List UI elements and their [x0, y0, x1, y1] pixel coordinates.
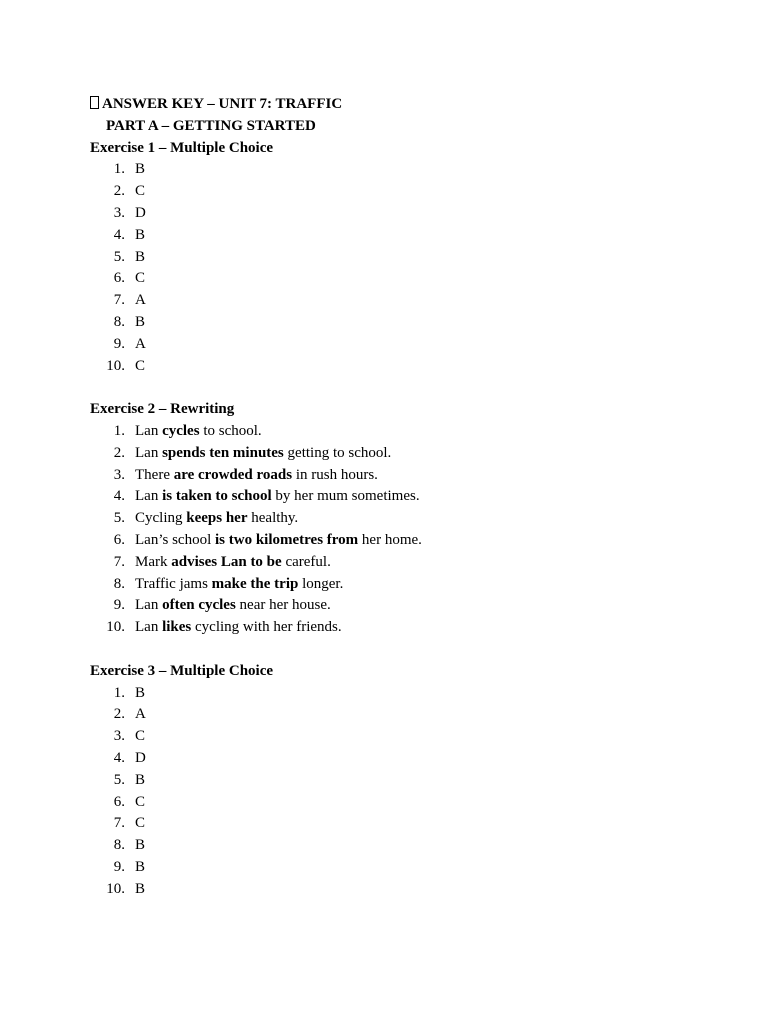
answer-key-phrase: make the trip	[211, 575, 299, 592]
item-number: 2.	[113, 706, 125, 723]
item-number: 5.	[113, 510, 125, 527]
answer-item	[90, 813, 710, 835]
answer-text: C	[135, 728, 146, 745]
answer-prefix: Lan’s school	[135, 531, 215, 548]
answer-prefix: Traffic jams	[135, 575, 212, 592]
item-number: 3.	[113, 728, 125, 745]
item-number: 5.	[113, 248, 125, 265]
item-number: 10.	[106, 880, 125, 897]
answer-item	[90, 356, 710, 378]
answer-text: C	[135, 815, 146, 832]
answer-item	[90, 552, 710, 574]
answer-suffix: her home.	[358, 531, 422, 548]
answer-item	[90, 530, 710, 552]
item-number: 4.	[113, 749, 125, 766]
answer-item	[90, 421, 710, 443]
answer-suffix: healthy.	[247, 510, 299, 527]
answer-item	[90, 683, 710, 705]
answer-prefix: There	[135, 466, 174, 483]
answer-prefix: Lan	[135, 597, 163, 614]
answer-item	[90, 268, 710, 290]
answer-key-phrase: advises Lan to be	[171, 553, 282, 570]
item-number: 9.	[113, 335, 125, 352]
item-number: 10.	[106, 357, 125, 374]
item-number: 4.	[113, 226, 125, 243]
answer-key-phrase: often cycles	[162, 597, 236, 614]
document-title	[90, 94, 710, 116]
exercise-3-heading: Exercise 3 – Multiple Choice	[90, 662, 274, 679]
answer-key-phrase: likes	[162, 619, 192, 636]
exercise-2-heading: Exercise 2 – Rewriting	[90, 401, 235, 418]
item-number: 1.	[113, 161, 125, 178]
answer-suffix: cycling with her friends.	[191, 619, 342, 636]
answer-item	[90, 508, 710, 530]
exercise-3-answer-list	[90, 683, 710, 901]
spacer	[90, 639, 710, 661]
answer-text: B	[135, 313, 146, 330]
answer-item	[90, 312, 710, 334]
exercise-1-answer-list	[90, 159, 710, 377]
answer-text: C	[135, 357, 146, 374]
exercise-1-heading: Exercise 1 – Multiple Choice	[90, 139, 274, 156]
answer-item	[90, 595, 710, 617]
answer-item	[90, 203, 710, 225]
item-number: 2.	[113, 183, 125, 200]
answer-text: B	[135, 684, 146, 701]
answer-prefix: Mark	[135, 553, 172, 570]
answer-text: B	[135, 248, 146, 265]
answer-text: A	[135, 706, 146, 723]
answer-item	[90, 290, 710, 312]
item-number: 7.	[113, 292, 125, 309]
answer-key-phrase: is two kilometres from	[215, 531, 359, 548]
answer-item	[90, 181, 710, 203]
answer-item	[90, 486, 710, 508]
answer-suffix: near her house.	[235, 597, 331, 614]
item-number: 8.	[113, 837, 125, 854]
item-number: 4.	[113, 488, 125, 505]
item-number: 3.	[113, 204, 125, 221]
answer-item	[90, 857, 710, 879]
answer-text: B	[135, 880, 146, 897]
answer-prefix: Lan	[135, 619, 163, 636]
answer-item	[90, 835, 710, 857]
answer-suffix: longer.	[298, 575, 344, 592]
item-number: 8.	[113, 313, 125, 330]
document-title-text: ANSWER KEY – UNIT 7: TRAFFIC	[102, 96, 343, 112]
item-number: 9.	[113, 858, 125, 875]
answer-text: D	[135, 749, 146, 766]
answer-item	[90, 617, 710, 639]
answer-item	[90, 159, 710, 181]
document-page	[90, 94, 710, 900]
item-number: 6.	[113, 531, 125, 548]
answer-key-phrase: keeps her	[186, 510, 248, 527]
item-number: 6.	[113, 793, 125, 810]
answer-suffix: to school.	[199, 422, 262, 439]
item-number: 8.	[113, 575, 125, 592]
item-number: 2.	[113, 444, 125, 461]
answer-key-phrase: spends ten minutes	[162, 444, 284, 461]
answer-key-phrase: are crowded roads	[173, 466, 293, 483]
answer-item	[90, 748, 710, 770]
answer-suffix: in rush hours.	[292, 466, 378, 483]
item-number: 5.	[113, 771, 125, 788]
answer-prefix: Cycling	[135, 510, 187, 527]
answer-prefix: Lan	[135, 488, 163, 505]
answer-text: C	[135, 270, 146, 287]
answer-text: C	[135, 183, 146, 200]
item-number: 7.	[113, 815, 125, 832]
answer-text: B	[135, 771, 146, 788]
answer-key-phrase: is taken to school	[162, 488, 272, 505]
exercise-2-answer-list	[90, 421, 710, 639]
answer-text: B	[135, 226, 146, 243]
answer-prefix: Lan	[135, 422, 163, 439]
answer-item	[90, 792, 710, 814]
answer-suffix: getting to school.	[283, 444, 392, 461]
answer-prefix: Lan	[135, 444, 163, 461]
answer-suffix: careful.	[281, 553, 331, 570]
answer-text: A	[135, 292, 146, 309]
answer-suffix: by her mum sometimes.	[271, 488, 420, 505]
answer-text: A	[135, 335, 146, 352]
item-number: 1.	[113, 422, 125, 439]
answer-item	[90, 465, 710, 487]
part-heading: PART A – GETTING STARTED	[106, 117, 316, 134]
answer-item	[90, 443, 710, 465]
item-number: 10.	[106, 619, 125, 636]
item-number: 3.	[113, 466, 125, 483]
answer-text: B	[135, 858, 146, 875]
answer-key-phrase: cycles	[162, 422, 200, 439]
answer-item	[90, 574, 710, 596]
item-number: 1.	[113, 684, 125, 701]
answer-item	[90, 225, 710, 247]
item-number: 6.	[113, 270, 125, 287]
answer-item	[90, 879, 710, 901]
answer-item	[90, 726, 710, 748]
answer-item	[90, 334, 710, 356]
answer-item	[90, 770, 710, 792]
spacer	[90, 377, 710, 399]
item-number: 9.	[113, 597, 125, 614]
answer-text: B	[135, 161, 146, 178]
answer-text: B	[135, 837, 146, 854]
answer-item	[90, 247, 710, 269]
missing-glyph-icon	[90, 96, 99, 109]
answer-text: D	[135, 204, 146, 221]
item-number: 7.	[113, 553, 125, 570]
answer-item	[90, 704, 710, 726]
answer-text: C	[135, 793, 146, 810]
